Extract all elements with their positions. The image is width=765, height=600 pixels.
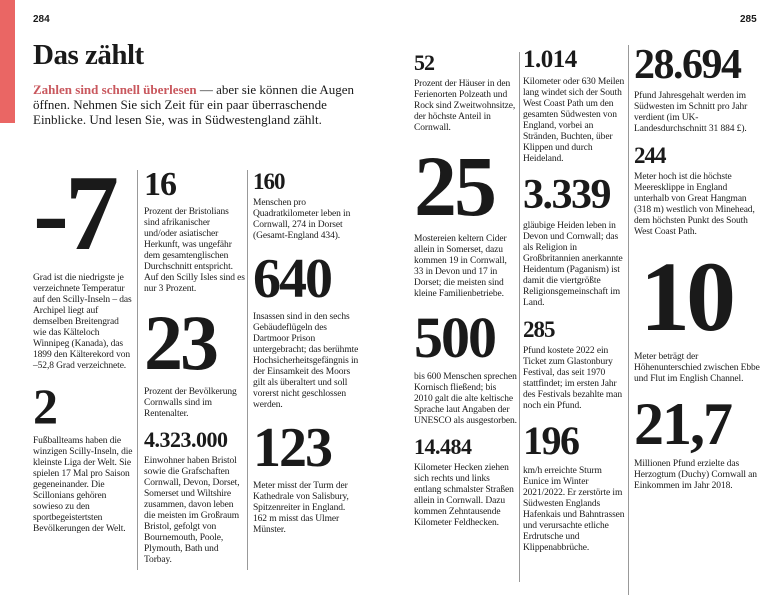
intro-rest: — aber sie können die Augen öffnen. Nehmen Sie sich Zeit für ein paar überraschende Einblicke. Und lesen Sie, was in Südwestengland zählt. [33,82,355,127]
fact-number: 285 [523,317,555,342]
fact-number: 3.339 [523,172,610,218]
fact-item [523,418,626,554]
fact-text: Prozent der Bristolians sind afrikanischer und/oder asiatischer Herkunft, was ungefähr dem gesamtenglischen Durchschnitt entspricht. Auf den Scilly Isles sind es nur 3 Prozent. [144,207,245,294]
column-divider [519,52,520,582]
fact-number: -7 [33,154,115,273]
fact-item [634,144,760,238]
fact-item [144,299,245,420]
fact-number: 10 [640,241,732,352]
fact-number: 16 [144,166,176,203]
fact-number: 196 [523,418,579,463]
fact-number: 640 [253,248,331,310]
column-6 [634,44,760,492]
fact-number: 500 [414,305,495,370]
fact-item [523,47,626,165]
fact-item [414,436,517,529]
fact-text: Meter misst der Turm der Kathedrale von Salisbury, Spitzenreiter in England. 162 m misst das Ulmer Münster. [253,481,349,535]
column-divider [247,170,248,570]
fact-number: 123 [253,417,331,479]
fact-item [414,305,517,427]
fact-text: Fußballteams haben die winzigen Scilly-Inseln, die kleinste Liga der Welt. Sie spielen 17 Mal pro Saison gegeneinander. Die Scillonians gehören sowieso zu den sportbegeistertsten Bevölkerungen der Welt. [33,436,133,534]
column-2 [144,168,245,566]
fact-text: Mostereien keltern Cider allein in Somerset, dazu kommen 19 in Cornwall, 33 in Devon und 17 in Dorset; die meisten sind kleine Familienbetriebe. [414,234,507,299]
fact-text: Prozent der Häuser in den Ferienorten Polzeath und Rock sind Zweitwohnsitze, der höchste Anteil in Cornwall. [414,79,516,133]
fact-number: 52 [414,50,434,75]
fact-number: 1.014 [523,46,577,73]
fact-text: Insassen sind in den sechs Gebäudeflügeln des Dartmoor Prison untergebracht; das berühmte Hochsicherheitsgefängnis in der Einsamkeit des Moors gilt als überaltert und soll vorerst nicht geschlossen werden. [253,312,359,410]
fact-number: 4.323.000 [144,427,228,452]
fact-item [523,318,626,412]
fact-number: 28.694 [634,42,741,88]
column-divider [628,45,629,595]
fact-text: Menschen pro Quadratkilometer leben in Cornwall, 274 in Dorset (Gesamt-England 434). [253,198,351,241]
fact-item [144,429,245,566]
fact-text: km/h erreichte Sturm Eunice im Winter 2021/2022. Er zerstörte im Südwesten Englands Hafenkais und Bahntrassen und verursachte etliche Erdrutsche und Klippenabbrüche. [523,466,625,553]
fact-number: 160 [253,169,285,194]
chapter-color-bar [0,0,15,123]
column-1 [33,154,134,535]
fact-number: 23 [144,299,216,386]
fact-text: Kilometer Hecken ziehen sich rechts und links entlang schmalster Straßen allein in Cornwall. Dazu kommen Zehntausende Kilometer Feldhecken. [414,463,514,528]
column-divider [137,170,138,570]
fact-text: bis 600 Menschen sprechen Kornisch fließend; bis 2010 galt die alte keltische Sprache laut Angaben der UNESCO als ausgestorben. [414,372,517,426]
fact-item [414,138,517,300]
fact-number: 14.484 [414,434,472,459]
fact-text: Meter hoch ist die höchste Meeresklippe in England unterhalb von Great Hangman (318 m) westlich von Minehead, dem höchsten Punkt des South West Coast Path. [634,172,755,237]
page-title: Das zählt [33,39,144,71]
fact-text: Pfund Jahresgehalt werden im Südwesten im Schnitt pro Jahr verdient (im UK-Landesdurchschnitt 31 884 £). [634,91,748,134]
intro-text [33,82,378,127]
fact-item [253,248,361,411]
fact-number: 25 [414,138,494,234]
fact-item [33,154,134,372]
fact-text: Kilometer oder 630 Meilen lang windet sich der South West Coast Path um den gesamten Südwesten von England, vorbei an Stränden, Buchten, über Klippen und durch Heideland. [523,77,625,164]
fact-number: 21,7 [634,391,731,457]
fact-item [634,44,760,135]
fact-item [414,52,517,134]
fact-number: 2 [33,378,57,434]
fact-item [253,170,361,242]
fact-item [634,241,760,385]
fact-item [253,417,361,536]
column-5 [523,47,626,554]
page-number-right: 285 [740,14,757,25]
fact-text: Millionen Pfund erzielte das Herzogtum (Duchy) Cornwall an Einkommen im Jahr 2018. [634,459,757,491]
fact-item [634,391,760,492]
column-4 [414,52,517,529]
fact-text: Einwohner haben Bristol sowie die Grafschaften Cornwall, Devon, Dorset, Somerset und Wiltshire zusammen, davon leben die meisten im Großraum Bristol, gefolgt von Bournemouth, Poole, Plymouth, Bath und Torbay. [144,456,240,565]
fact-item [33,378,134,535]
fact-text: gläubige Heiden leben in Devon und Cornwall; das als Religion in Großbritannien anerkannte Heidentum (Paganism) ist damit die viertgrößte Religionsgemeinschaft im Land. [523,221,623,308]
fact-text: Meter beträgt der Höhenunterschied zwischen Ebbe und Flut im English Channel. [634,352,760,384]
page-number-left: 284 [33,14,50,25]
fact-item [523,174,626,309]
fact-text: Pfund kostete 2022 ein Ticket zum Glastonbury Festival, das seit 1970 stattfindet; im ersten Jahr des Festivals bezahlte man noch ein Pfund. [523,346,622,411]
fact-number: 244 [634,143,666,168]
intro-accent: Zahlen sind schnell überlesen [33,82,197,97]
fact-item [144,168,245,295]
fact-text: Grad ist die niedrigste je verzeichnete Temperatur auf den Scilly-Inseln – das Archipel liegt auf demselben Breitengrad wie das Kälteloch Winnipeg (Kanada), das 1899 den Kälterekord von –52,8 Grad verzeichnete. [33,273,132,371]
column-3 [253,170,361,536]
fact-text: Prozent der Bevölkerung Cornwalls sind im Rentenalter. [144,387,237,419]
